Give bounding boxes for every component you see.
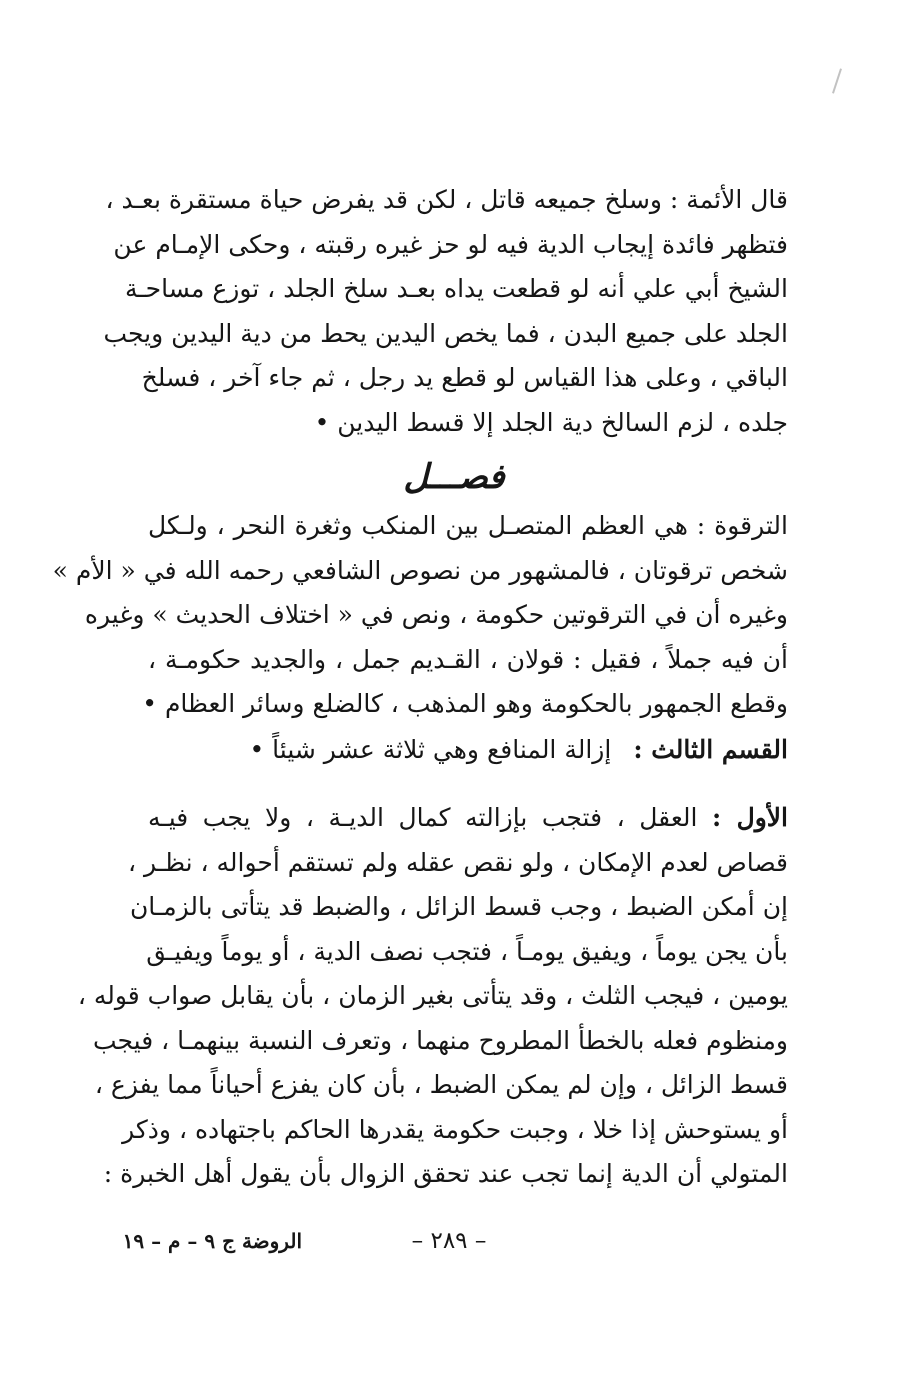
paragraph-3-line: قصاص لعدم الإمكان ، ولو نقص عقله ولم تستقم أحواله ، نظـر ، (127, 847, 788, 877)
paragraph-2-line: شخص ترقوتان ، فالمشهور من نصوص الشافعي رحمه الله في « الأم » (52, 555, 788, 585)
paragraph-3-first-line-rest: العقل ، فتجب بإزالته كمال الديـة ، ولا يجب فيـه (148, 803, 698, 832)
paragraph-1-line: جلده ، لزم السالخ دية الجلد إلا قسط اليدين • (314, 407, 788, 437)
printer-signature: الروضة ج ٩ – م – ١٩ (122, 1229, 302, 1253)
paragraph-3-line: أو يستوحش إذا خلا ، وجبت حكومة يقدرها الحاكم باجتهاده ، وذكر (122, 1114, 788, 1144)
paragraph-3-line: يومين ، فيجب الثلث ، وقد يتأتى بغير الزمان ، بأن يقابل صواب قوله ، (77, 981, 788, 1010)
paragraph-1-line: الجلد على جميع البدن ، فما يخص اليدين يحط من دية اليدين ويجب (103, 318, 788, 348)
paragraph-3-line: المتولي أن الدية إنما تجب عند تحقق الزوال بأن يقول أهل الخبرة : (103, 1159, 788, 1188)
paragraph-1-line: فتظهر فائدة إيجاب الدية فيه لو حز غيره رقبته ، وحكى الإمـام عن (113, 229, 788, 259)
paragraph-3-line: إن أمكن الضبط ، وجب قسط الزائل ، والضبط قد يتأتى بالزمـان (129, 892, 788, 921)
paragraph-1 (103, 178, 788, 445)
section-title-line (250, 728, 788, 772)
paragraph-3-line: بأن يجن يوماً ، ويفيق يومـاً ، فتجب نصف الدية ، أو يوماً ويفيـق (146, 936, 788, 966)
scan-artifact-mark (832, 68, 842, 93)
paragraph-1-line: قال الأئمة : وسلخ جميعه قاتل ، لكن قد يفرض حياة مستقرة بعـد ، (105, 185, 788, 214)
paragraph-2-line: وغيره أن في الترقوتين حكومة ، ونص في « اختلاف الحديث » وغيره (84, 600, 788, 629)
section-label: القسم الثالث : (633, 735, 788, 764)
paragraph-2-line: الترقوة : هي العظم المتصـل بين المنكب وثغرة النحر ، ولـكل (148, 511, 788, 540)
paragraph-3-line: قسط الزائل ، وإن لم يمكن الضبط ، بأن كان يفزع أحياناً مما يفزع ، (94, 1070, 788, 1099)
paragraph-2-line: وقطع الجمهور بالحكومة وهو المذهب ، كالضلع وسائر العظام • (142, 689, 788, 718)
paragraph-2-line: أن فيه جملاً ، فقيل : قولان ، القـديم جمل ، والجديد حكومـة ، (148, 644, 788, 674)
section-heading: فصـــل (403, 457, 505, 497)
paragraph-1-line: الشيخ أبي علي أنه لو قطعت يداه بعـد سلخ الجلد ، توزع مساحـة (124, 274, 788, 303)
paragraph-3-line: ومنظوم فعله بالخطأ المطروح منهما ، وتعرف النسبة بينهمـا ، فيجب (92, 1025, 788, 1055)
paragraph-1-line: الباقي ، وعلى هذا القياس لو قطع يد رجل ، ثم جاء آخر ، فسلخ (141, 363, 788, 392)
paragraph-3-lead: الأول : (712, 803, 789, 832)
paragraph-3-first-line (148, 796, 788, 841)
page-number: – ٢٨٩ – (411, 1228, 487, 1254)
paragraph-2 (52, 504, 788, 727)
paragraph-3 (77, 796, 789, 1197)
section-text: إزالة المنافع وهي ثلاثة عشر شيئاً • (249, 735, 612, 764)
